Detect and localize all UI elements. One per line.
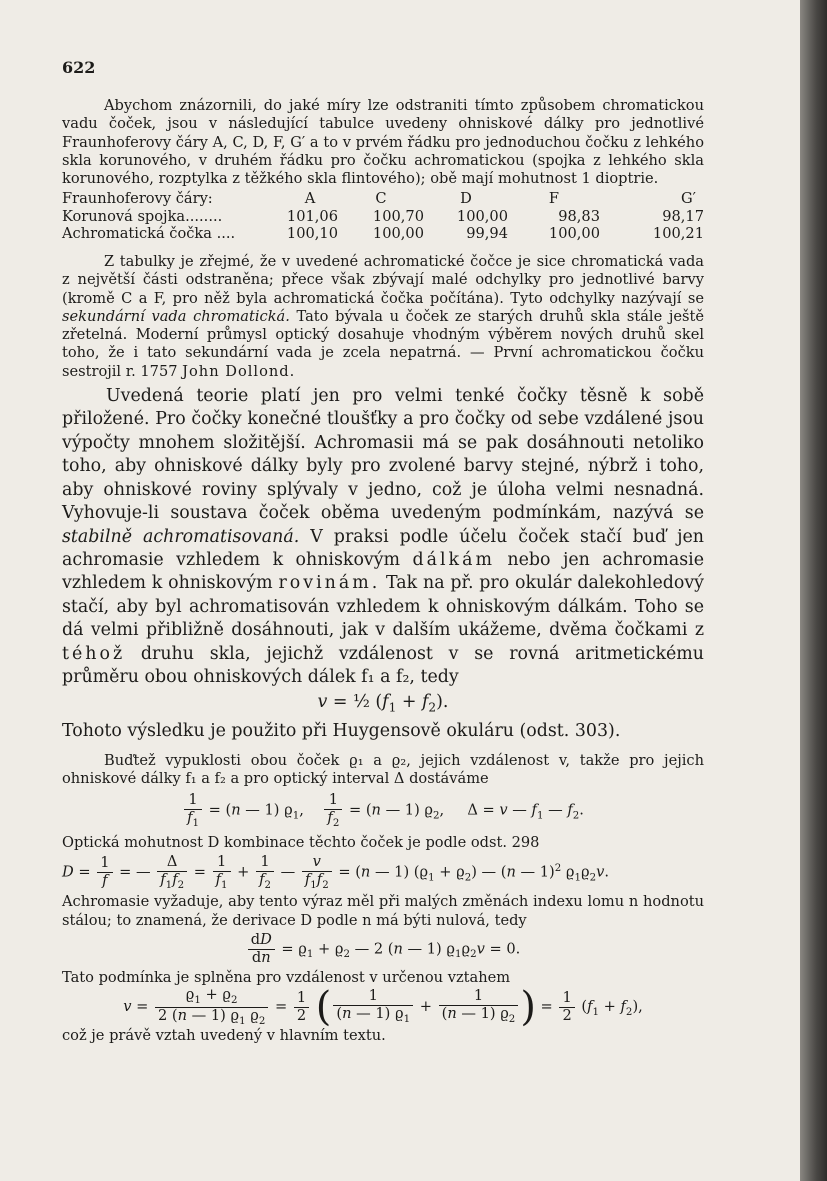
paragraph-condition: Tato podmínka je splněna pro vzdálenost v určenou vztahem (62, 968, 511, 986)
equation-optical-power: D = $\frac{1}{f}$ = — $\frac{\Delta}{f_1f_2}$ = $\frac{1}{f_1}$ + $\frac{1}{f_2}$ — $\frac{v}{f_1f_2}$ = (n — 1) $(ϱ_1 + ϱ_2)$ — (n — 1)$^2$ $ϱ_1ϱ_2v$. (62, 852, 609, 891)
text-run: Tato bývala u čoček ze starých druhů skla stále ještě zřetelná. Moderní průmysl optický dosahuje vhodným výběrem nových druhů skel toho, že i tato sekundární vada je zcela nepatrná. — První achromatickou čočku sestrojil r. 1757 (62, 307, 704, 380)
table-header-cell: Fraunhoferovy čáry: (62, 190, 213, 208)
table-header-cell: F (548, 190, 560, 208)
paragraph-secondary-defect (62, 253, 704, 381)
table-header-cell: C (375, 190, 387, 208)
table-header-cell: G′ (681, 190, 696, 208)
fraunhofer-table (62, 190, 704, 243)
term-secondary-chromatic: sekundární vada chromatická. (62, 307, 290, 325)
table-cell: Achromatická čočka .... (62, 225, 236, 243)
text-run: druhu skla, jejichž vzdálenost v se rovná aritmetickému průměru obou ohniskových dálek f₁ a f₂, tedy (62, 643, 704, 687)
page-number: 622 (62, 58, 96, 77)
spaced-term: dálkám (412, 549, 495, 570)
table-cell: 98,83 (558, 207, 600, 225)
paragraph-curvatures: Buďtež vypuklosti obou čoček ϱ₁ a ϱ₂, jejich vzdálenost v, takže pro jejich ohniskové dálky f₁ a f₂ a pro optický interval Δ dostáváme (62, 751, 704, 787)
person-name: John Dollond. (182, 362, 296, 380)
equation-derivative: $\frac{dD}{dn}$ = $ϱ_1 + ϱ_2$ — 2 (n — 1) $ϱ_1ϱ_2v = 0$. (62, 932, 704, 967)
text-run: Z tabulky je zřejmé, že v uvedené achromatické čočce je sice chromatická vada z největší části odstraněna; přece však zbývají malé odchylky pro jednotlivé barvy (kromě C a F, pro něž byla achromatická čočka počítána). Tyto odchylky nazývají se (62, 252, 704, 307)
table-cell: 98,17 (662, 207, 704, 225)
text-run: V praksi podle účelu čoček stačí buď jen achromasie vzhledem k ohniskovým (62, 526, 704, 570)
equation-focal-lengths: $\frac{1}{f_1}$ = (n — 1) $ϱ_1$, $\frac{1}{f_2}$ = (n — 1) $ϱ_2$, Δ = v — $f_1$ — $f_2$. (62, 792, 704, 829)
paragraph-optical-power: Optická mohutnost D kombinace těchto čoček je podle odst. 298 (62, 833, 540, 851)
spaced-term: rovinám. (278, 573, 381, 594)
equation-v-mean: v = ½ $(f_1 + f_2)$. (317, 692, 449, 715)
text-run: Uvedená teorie platí jen pro velmi tenké čočky těsně k sobě přiložené. Pro čočky konečné tloušťky a pro čočky od sebe vzdálené jsou výpočty mnohem složitější. Achromasii má se pak dosáhnouti netoliko toho, aby ohniskové dálky byly pro zvolené barvy stejné, nýbrž i toho, aby ohniskové roviny splývaly v jedno, což je úloha velmi nesnadná. Vyhovuje-li soustava čoček oběma uvedeným podmínkám, nazývá se (62, 386, 704, 524)
page-content (62, 58, 704, 1045)
paragraph-conclusion: což je právě vztah uvedený v hlavním textu. (62, 1027, 386, 1045)
table-cell: 101,06 (286, 207, 338, 225)
table-header-cell: A (304, 190, 316, 208)
table-header-row (62, 190, 704, 208)
equation-distance: v = $\frac{ϱ_1 + ϱ_2}{2 (n — 1) ϱ_1 ϱ_2}$ = $\frac{1}{2}$ ( $\frac{1}{(n — 1) ϱ_1}$ + $\frac{1}{(n — 1) ϱ_2}$ ) = $\frac{1}{2}$ $(f_1 + f_2)$, (123, 983, 643, 1030)
table-header-cell: D (460, 190, 472, 208)
table-cell: 100,70 (372, 207, 424, 225)
term-stable-achromatic: stabilně achromatisovaná. (62, 526, 300, 547)
page-edge-shadow (800, 0, 827, 1181)
table-cell: 100,00 (456, 207, 508, 225)
table-cell: 100,21 (652, 225, 704, 243)
table-row (62, 225, 704, 243)
paragraph-intro: Abychom znázornili, do jaké míry lze odstraniti tímto způsobem chromatickou vadu čoček, jsou v následující tabulce uvedeny ohniskové dálky pro jednotlivé Fraunhoferovy čáry A, C, D, F, G′ a to v prvém řádku pro jednoduchou čočku z lehkého skla korunového, v druhém řádku pro čočku achromatickou (spojka z lehkého skla korunového, rozptylka z těžkého skla flintového); obě mají mohutnost 1 dioptrie. (62, 97, 704, 188)
table-cell: 100,00 (372, 225, 424, 243)
paragraph-achromasia: Achromasie vyžaduje, aby tento výraz měl při malých změnách indexu lomu n hodnotu stálou; to znamená, že derivace D podle n má býti nulová, tedy (62, 893, 704, 929)
spaced-term: téhož (62, 643, 126, 664)
paragraph-theory (62, 385, 704, 689)
table-cell: 100,00 (548, 225, 600, 243)
text-run: nebo jen achromasie vzhledem k ohniskovým (62, 549, 704, 594)
table-cell: 100,10 (286, 225, 338, 243)
table-cell: Korunová spojka........ (62, 207, 223, 225)
table-cell: 99,94 (466, 225, 508, 243)
table-row (62, 208, 704, 226)
paragraph-huygens: Tohoto výsledku je použito při Huygensově okuláru (odst. 303). (62, 721, 621, 742)
text-run: Tak na př. pro okulár dalekohledový stačí, aby byl achromatisován vzhledem k ohniskovým dálkám. Toho se dá velmi přibližně dosáhnouti, jak v dalším ukážeme, dvěma čočkami z (62, 573, 704, 641)
